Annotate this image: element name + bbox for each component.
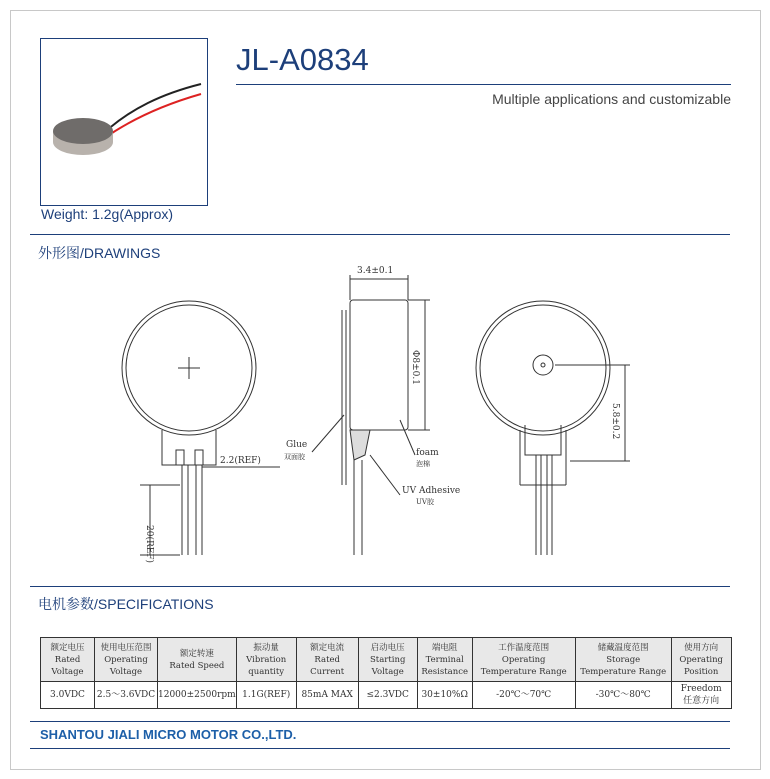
- spec-header-cell: [575, 638, 671, 682]
- spec-header-line: 额定转速: [179, 648, 214, 659]
- spec-header-line: Terminal: [425, 654, 464, 665]
- spec-header-cell: [95, 638, 158, 682]
- front-view: [122, 301, 280, 555]
- dim-height: 5.8±0.2: [610, 403, 620, 440]
- spec-header-line: Temperature Range: [580, 666, 667, 677]
- spec-header-cell: [296, 638, 358, 682]
- dim-thickness: 3.4±0.1: [357, 266, 394, 276]
- back-view: [476, 301, 630, 555]
- spec-value: 1.1G(REF): [242, 690, 291, 700]
- spec-header-line: Rated: [54, 654, 81, 665]
- spec-header-line: Temperature Range: [480, 666, 567, 677]
- spec-header-line: 储藏温度范围: [597, 642, 649, 653]
- model-title: JL-A0834: [236, 42, 369, 77]
- subtitle: Multiple applications and customizable: [492, 91, 731, 107]
- spec-value: 3.0VDC: [50, 690, 85, 700]
- spec-value-cell: [575, 682, 671, 709]
- spec-header-line: 使用电压范围: [100, 642, 152, 653]
- spec-value: 2.5～3.6VDC: [96, 690, 156, 700]
- spec-header-cell: [472, 638, 575, 682]
- spec-header-line: Storage: [606, 654, 641, 665]
- spec-header-line: quantity: [248, 666, 285, 677]
- spec-header-line: Vibration: [246, 654, 287, 665]
- spec-header-line: Resistance: [421, 666, 468, 677]
- divider: [30, 234, 730, 235]
- spec-header-line: Rated Speed: [169, 660, 225, 671]
- dim-diameter: Φ8±0.1: [410, 350, 420, 385]
- spec-header-line: 工作温度范围: [498, 642, 550, 653]
- spec-value-cell: [95, 682, 158, 709]
- glue-label: Glue: [286, 440, 308, 450]
- spec-header-cell: [236, 638, 296, 682]
- spec-value: -20℃～70℃: [496, 690, 552, 700]
- spec-value-cell: [236, 682, 296, 709]
- foam-label: foam: [416, 448, 439, 458]
- spec-value: 30±10%Ω: [421, 690, 468, 700]
- spec-value: Freedom: [680, 684, 722, 694]
- company-name: SHANTOU JIALI MICRO MOTOR CO.,LTD.: [40, 727, 297, 742]
- spec-header-line: Current: [310, 666, 345, 677]
- product-photo: [40, 38, 208, 206]
- spec-value-cell: [358, 682, 417, 709]
- uv-label: UV Adhesive: [402, 486, 461, 496]
- spec-value: ≤2.3VDC: [366, 690, 409, 700]
- spec-header-cell: [671, 638, 731, 682]
- spec-value-cell: [41, 682, 95, 709]
- spec-header-line: Operating: [104, 654, 148, 665]
- weight-label: Weight: 1.2g(Approx): [41, 206, 174, 222]
- spec-header-line: Position: [684, 666, 719, 677]
- spec-header-line: 启动电压: [370, 642, 405, 653]
- side-view: [312, 275, 430, 555]
- glue-label-cn: 双面胶: [284, 453, 305, 461]
- divider: [30, 721, 730, 722]
- spec-header-cell: [417, 638, 472, 682]
- spec-header-line: 使用方向: [684, 642, 719, 653]
- specifications-table: [40, 637, 732, 709]
- spec-value: 12000±2500rpm: [158, 690, 236, 700]
- spec-header-line: 额定电流: [310, 642, 345, 653]
- spec-value: 任意方向: [683, 696, 720, 706]
- spec-header-cell: [158, 638, 237, 682]
- uv-label-cn: UV胶: [416, 498, 434, 506]
- spec-header-line: Starting: [369, 654, 406, 665]
- technical-drawing: [100, 255, 680, 565]
- spec-value-cell: [158, 682, 237, 709]
- divider: [30, 748, 730, 749]
- foam-label-cn: 泡棉: [416, 460, 430, 468]
- spec-header-cell: [41, 638, 95, 682]
- spec-header-line: Operating: [501, 654, 546, 665]
- spec-header-line: Rated: [314, 654, 340, 665]
- specifications-heading: 电机参数/SPECIFICATIONS: [38, 596, 214, 612]
- spec-header-line: Operating: [679, 654, 723, 665]
- spec-header-line: Voltage: [51, 666, 84, 677]
- spec-value: -30℃～80℃: [595, 690, 651, 700]
- divider: [236, 84, 731, 85]
- spec-value: 85mA MAX: [301, 690, 353, 700]
- spec-header-cell: [358, 638, 417, 682]
- spec-header-line: Voltage: [371, 666, 404, 677]
- spec-header-line: 额定电压: [50, 642, 85, 653]
- dim-lead: 20(REF): [144, 525, 154, 564]
- spec-value-cell: [472, 682, 575, 709]
- spec-value-cell: [417, 682, 472, 709]
- drawings-heading: 外形图/DRAWINGS: [38, 245, 161, 261]
- spec-value-cell: [671, 682, 731, 709]
- spec-value-cell: [296, 682, 358, 709]
- spec-header-line: 振动量: [253, 642, 279, 653]
- dim-terminal: 2.2(REF): [220, 456, 261, 466]
- spec-header-line: 端电阻: [431, 642, 458, 653]
- spec-header-line: Voltage: [109, 666, 143, 677]
- divider: [30, 586, 730, 587]
